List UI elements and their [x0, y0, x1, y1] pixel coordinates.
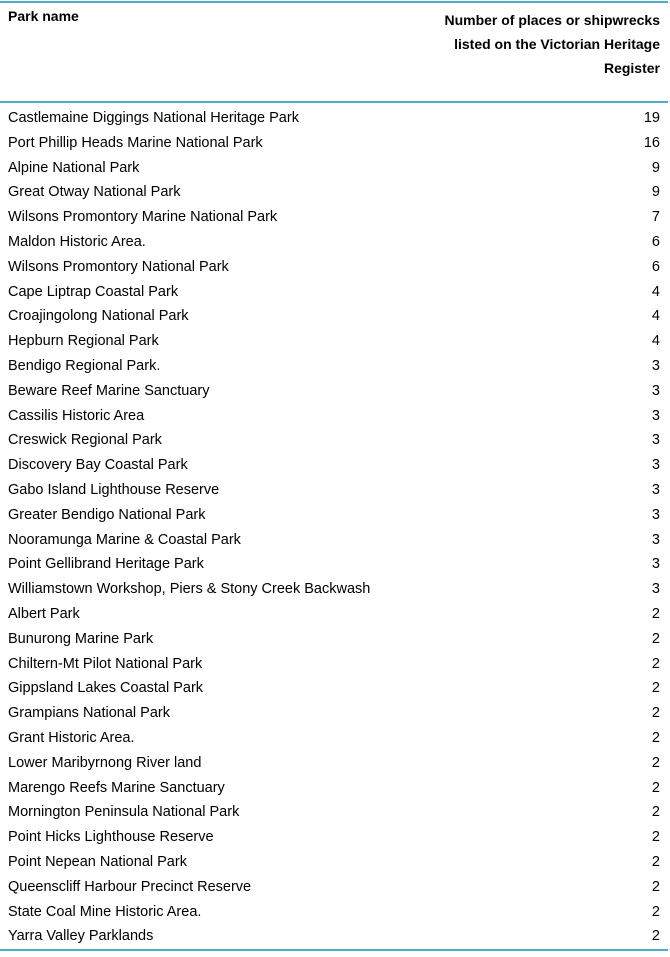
- count-cell: 2: [651, 853, 660, 870]
- count-cell: 3: [651, 432, 660, 449]
- table-body: [0, 103, 668, 949]
- park-name-cell: Great Otway National Park: [8, 184, 181, 201]
- table-row: [0, 577, 668, 602]
- table-row: [0, 900, 668, 925]
- count-cell: 3: [651, 556, 660, 573]
- park-name-cell: Greater Bendigo National Park: [8, 506, 206, 523]
- park-name-cell: Point Gellibrand Heritage Park: [8, 556, 204, 573]
- column-header-count-line: listed on the Victorian Heritage: [454, 36, 660, 52]
- park-name-cell: Creswick Regional Park: [8, 432, 162, 449]
- table-row: [0, 701, 668, 726]
- column-header-count-line: Register: [603, 60, 660, 76]
- park-name-cell: Castlemaine Diggings National Heritage Park: [8, 110, 299, 126]
- heritage-table: [0, 1, 668, 951]
- count-cell: 3: [651, 357, 660, 374]
- table-row: [0, 602, 668, 627]
- park-name-cell: Williamstown Workshop, Piers & Stony Creek Backwash: [8, 581, 371, 598]
- column-header-park-name: Park name: [8, 8, 79, 24]
- park-name-cell: Mornington Peninsula National Park: [8, 804, 240, 821]
- count-cell: 4: [651, 308, 660, 325]
- count-cell: 2: [651, 928, 660, 945]
- count-cell: 2: [651, 680, 660, 697]
- table-row: [0, 354, 668, 379]
- park-name-cell: Point Nepean National Park: [8, 853, 187, 870]
- table-row: [0, 280, 668, 305]
- table-row: [0, 304, 668, 329]
- park-name-cell: Bendigo Regional Park.: [8, 357, 161, 374]
- park-name-cell: Gabo Island Lighthouse Reserve: [8, 481, 220, 498]
- count-cell: 7: [651, 209, 660, 226]
- park-name-cell: Grampians National Park: [8, 705, 170, 722]
- park-name-cell: Port Phillip Heads Marine National Park: [8, 134, 263, 151]
- count-cell: 6: [651, 258, 660, 275]
- table-row: [0, 329, 668, 354]
- table-row: [0, 230, 668, 255]
- count-cell: 2: [651, 605, 660, 622]
- count-cell: 4: [651, 333, 660, 350]
- park-name-cell: Albert Park: [8, 605, 80, 622]
- park-name-cell: Grant Historic Area.: [8, 729, 135, 746]
- count-cell: 2: [651, 630, 660, 647]
- count-cell: 2: [651, 729, 660, 746]
- table-row: [0, 528, 668, 553]
- table-row: [0, 255, 668, 280]
- park-name-cell: Bunurong Marine Park: [8, 630, 154, 647]
- table-row: [0, 652, 668, 677]
- table-bottom-rule: [0, 949, 668, 951]
- table-row: [0, 404, 668, 429]
- park-name-cell: Chiltern-Mt Pilot National Park: [8, 655, 203, 672]
- count-cell: 3: [651, 382, 660, 399]
- table-row: [0, 180, 668, 205]
- table-row: [0, 676, 668, 701]
- table-row: [0, 776, 668, 801]
- park-name-cell: Cassilis Historic Area: [8, 407, 145, 424]
- table-row: [0, 875, 668, 900]
- count-cell: 2: [651, 878, 660, 895]
- park-name-cell: Queenscliff Harbour Precinct Reserve: [8, 878, 252, 895]
- count-cell: 2: [651, 705, 660, 722]
- table-row: [0, 924, 668, 949]
- count-cell: 9: [651, 159, 660, 176]
- park-name-cell: Cape Liptrap Coastal Park: [8, 283, 179, 300]
- count-cell: 2: [651, 655, 660, 672]
- park-name-cell: Nooramunga Marine & Coastal Park: [8, 531, 241, 548]
- count-cell: 3: [651, 481, 660, 498]
- count-cell: 2: [651, 903, 660, 920]
- count-cell: 3: [651, 407, 660, 424]
- table-header: [0, 3, 668, 101]
- table-row: [0, 726, 668, 751]
- count-cell: 9: [651, 184, 660, 201]
- table-row: [0, 627, 668, 652]
- count-cell: 6: [651, 233, 660, 250]
- count-cell: 2: [651, 754, 660, 771]
- park-name-cell: Alpine National Park: [8, 159, 140, 176]
- park-name-cell: Gippsland Lakes Coastal Park: [8, 680, 204, 697]
- count-cell: 16: [643, 134, 660, 151]
- park-name-cell: Wilsons Promontory National Park: [8, 258, 229, 275]
- park-name-cell: Hepburn Regional Park: [8, 333, 159, 350]
- table-row: [0, 800, 668, 825]
- count-cell: 2: [651, 829, 660, 846]
- park-name-cell: Croajingolong National Park: [8, 308, 189, 325]
- table-row: [0, 156, 668, 181]
- park-name-cell: Wilsons Promontory Marine National Park: [8, 209, 278, 226]
- count-cell: 19: [643, 110, 660, 126]
- table-row: [0, 478, 668, 503]
- park-name-cell: Point Hicks Lighthouse Reserve: [8, 829, 214, 846]
- table-row: [0, 428, 668, 453]
- table-row: [0, 453, 668, 478]
- count-cell: 2: [651, 779, 660, 796]
- count-cell: 3: [651, 506, 660, 523]
- count-cell: 3: [651, 581, 660, 598]
- park-name-cell: Yarra Valley Parklands: [8, 928, 154, 945]
- table-row: [0, 850, 668, 875]
- table-row: [0, 106, 668, 131]
- column-header-count-line: Number of places or shipwrecks: [444, 12, 660, 28]
- park-name-cell: State Coal Mine Historic Area.: [8, 903, 202, 920]
- count-cell: 3: [651, 531, 660, 548]
- park-name-cell: Lower Maribyrnong River land: [8, 754, 202, 771]
- count-cell: 3: [651, 457, 660, 474]
- park-name-cell: Maldon Historic Area.: [8, 233, 146, 250]
- park-name-cell: Discovery Bay Coastal Park: [8, 457, 188, 474]
- table-row: [0, 503, 668, 528]
- table-row: [0, 552, 668, 577]
- column-header-count: [420, 3, 668, 101]
- table-row: [0, 751, 668, 776]
- table-row: [0, 379, 668, 404]
- count-cell: 4: [651, 283, 660, 300]
- table-row: [0, 131, 668, 156]
- park-name-cell: Marengo Reefs Marine Sanctuary: [8, 779, 225, 796]
- table-row: [0, 825, 668, 850]
- park-name-cell: Beware Reef Marine Sanctuary: [8, 382, 210, 399]
- table-row: [0, 205, 668, 230]
- count-cell: 2: [651, 804, 660, 821]
